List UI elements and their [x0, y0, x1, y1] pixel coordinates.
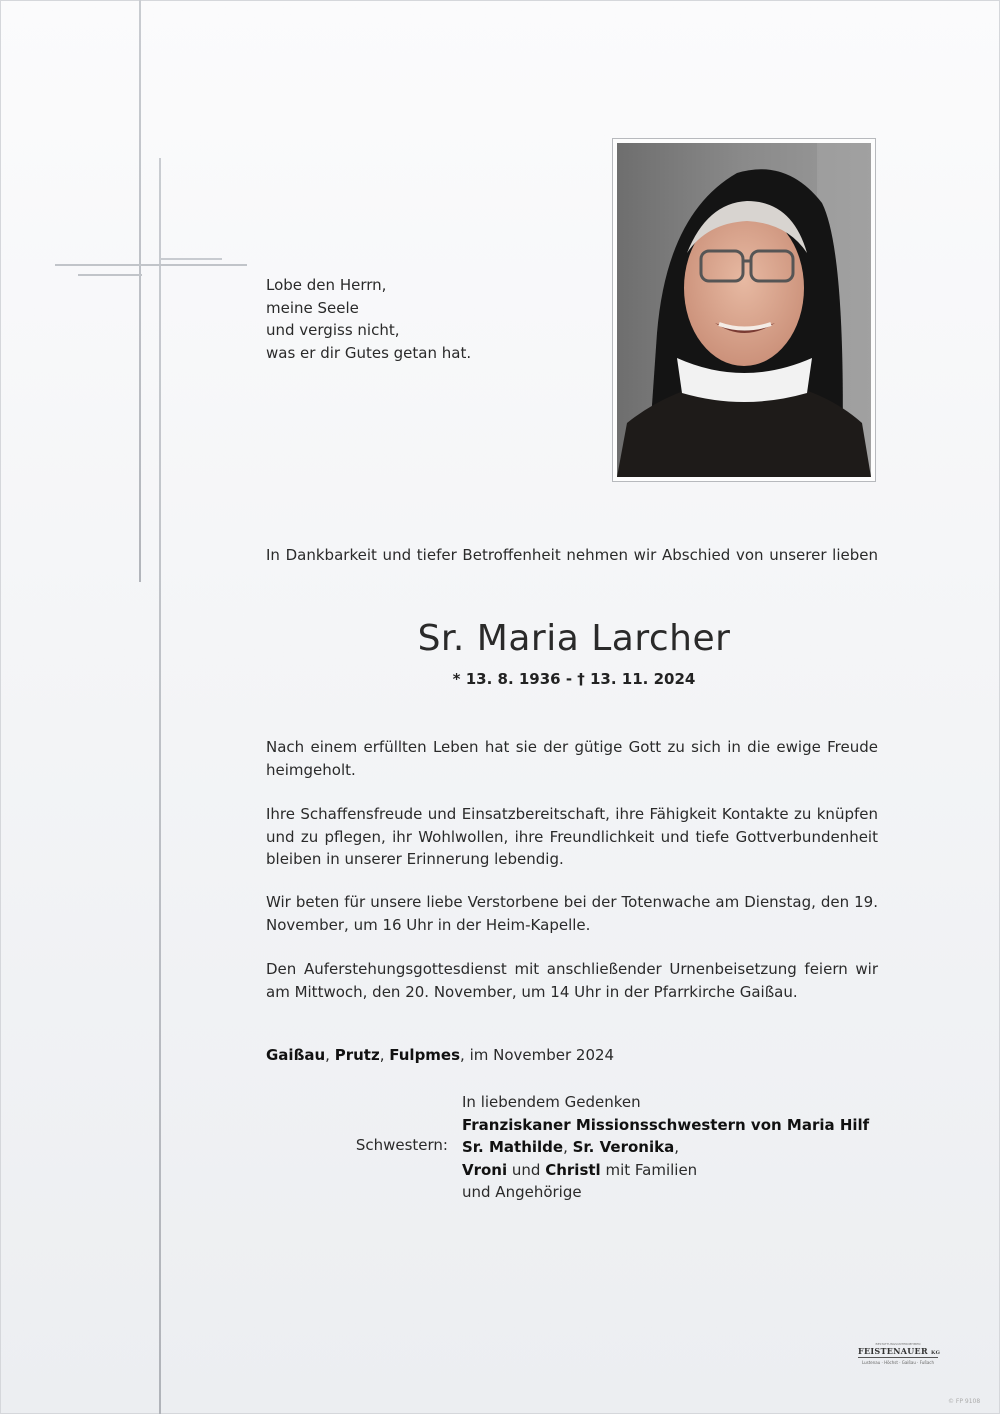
sister-name: Sr. Veronika	[572, 1138, 675, 1156]
place-and-date	[266, 1046, 614, 1064]
town-name: Fulpmes	[389, 1046, 461, 1064]
family-suffix: mit Familien	[600, 1160, 698, 1179]
signature-line: In liebendem Gedenken	[462, 1093, 641, 1111]
month-year: , im November 2024	[460, 1046, 615, 1064]
logo-brand-name: FEISTENAUER	[858, 1346, 928, 1356]
signature-block	[462, 1091, 869, 1204]
town-name: Prutz	[334, 1046, 380, 1064]
separator: ,	[674, 1138, 679, 1156]
signature-line	[462, 1114, 869, 1137]
town-name: Gaißau	[266, 1046, 326, 1064]
sisters-label: Schwestern:	[355, 1136, 448, 1154]
sister-name: Sr. Mathilde	[462, 1138, 564, 1156]
separator: ,	[325, 1046, 335, 1064]
cross-vertical-line-left	[139, 0, 141, 582]
logo-places: Lustenau · Höchst · Gaißau · Fußach	[861, 1360, 935, 1365]
family-name: Vroni	[462, 1160, 508, 1179]
verse-line: und vergiss nicht,	[266, 321, 400, 339]
intro-text: In Dankbarkeit und tiefer Betroffenheit nehmen wir Abschied von unserer lieben	[266, 546, 878, 564]
cross-horizontal-line-short	[160, 258, 222, 260]
conjunction: und	[507, 1160, 546, 1179]
deceased-name: Sr. Maria Larcher	[417, 618, 731, 659]
portrait-illustration	[617, 143, 871, 477]
family-name: Christl	[545, 1160, 601, 1179]
separator: ,	[563, 1138, 573, 1156]
verse-line: was er dir Gutes getan hat.	[266, 343, 472, 362]
verse-line: Lobe den Herrn,	[266, 276, 387, 294]
separator: ,	[379, 1046, 390, 1064]
signature-line: und Angehörige	[462, 1183, 582, 1201]
funeral-home-logo	[858, 1342, 941, 1368]
congregation-name: Franziskaner Missionsschwestern von Maria Hilf	[462, 1115, 870, 1134]
portrait-photo	[617, 143, 871, 477]
life-dates: * 13. 8. 1936 - † 13. 11. 2024	[452, 670, 696, 688]
verse-line: meine Seele	[266, 298, 359, 317]
logo-brand-suffix: KG	[930, 1350, 941, 1356]
paragraph: Wir beten für unsere liebe Verstorbene bei der Totenwache am Dienstag, den 19. November, um 16 Uhr in der Heim-Kapelle.	[266, 893, 878, 934]
portrait-frame	[612, 138, 876, 482]
cross-horizontal-line-lower	[78, 274, 142, 276]
cross-horizontal-line	[55, 264, 247, 266]
psalm-verse	[266, 274, 471, 364]
signature-line	[462, 1159, 869, 1182]
paragraph: Nach einem erfüllten Leben hat sie der gütige Gott zu sich in die ewige Freude heimgeholt.	[266, 738, 878, 779]
paragraph: Ihre Schaffensfreude und Einsatzbereitschaft, ihre Fähigkeit Kontakte zu knüpfen und zu pflegen, ihr Wohlwollen, ihre Freundlichkeit und tiefe Gottverbundenheit bleiben in unserer Erinnerung lebendig.	[266, 805, 878, 868]
print-code: © FP 9108	[948, 1398, 981, 1405]
paragraph: Den Auferstehungsgottesdienst mit anschließender Urnenbeisetzung feiern wir am Mittwoch, den 20. November, um 14 Uhr in der Pfarrkirche Gaißau.	[266, 960, 878, 1001]
signature-line	[462, 1136, 869, 1159]
logo-tagline: BESTATTUNGSUNTERNEHMEN	[875, 1342, 921, 1346]
cross-vertical-line-right	[159, 158, 161, 1414]
logo-brand	[858, 1346, 941, 1358]
